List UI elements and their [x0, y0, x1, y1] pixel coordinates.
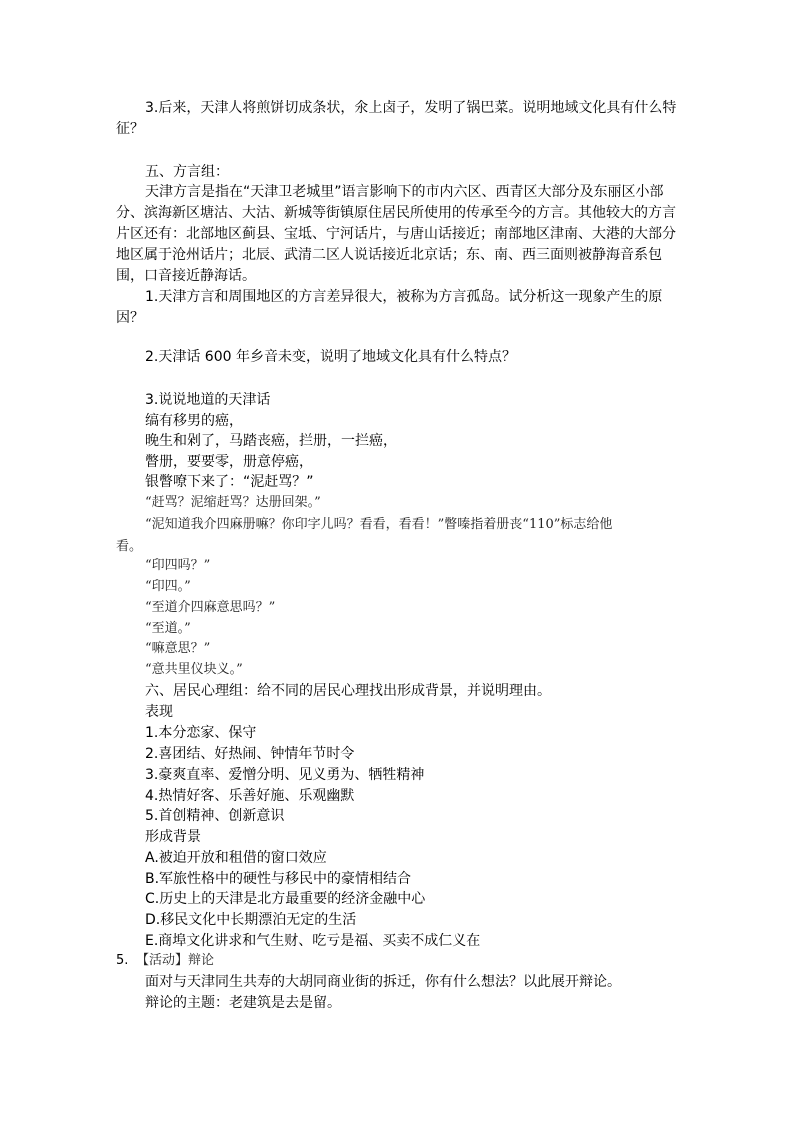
activity-text: 面对与天津同生共寿的大胡同商业街的拆迁，你有什么想法？以此展开辩论。	[145, 974, 621, 990]
dialect-question-1-cont: 因？	[116, 310, 144, 326]
psych-option: B.军旅性格中的硬性与移民中的豪情相结合	[145, 871, 412, 887]
psych-item: 1.本分恋家、保守	[145, 725, 257, 741]
activity-text: 辩论的主题：老建筑是去是留。	[145, 995, 341, 1011]
psych-option: A.被迫开放和租借的窗口效应	[145, 850, 327, 866]
psych-option: D.移民文化中长期漂泊无定的生活	[145, 912, 357, 928]
q3-text: 3.后来，天津人将煎饼切成条状，氽上卤子，发明了锅巴菜。说明地域文化具有什么特	[145, 100, 677, 116]
dialog-line-cont: 看。	[116, 539, 143, 554]
dialog-line: “至道。”	[145, 621, 191, 636]
psych-option: E.商埠文化讲求和气生财、吃亏是福、买卖不成仁义在	[145, 933, 481, 949]
dialog-line: “意共里仪块义。”	[145, 662, 243, 677]
dialog-line: “嘛意思？”	[145, 641, 211, 656]
dialog-line: “泥知道我介四麻册嘛？你印字儿吗？看看，看看！”瞥嗪指着册丧“110”标志给他	[145, 517, 613, 532]
dialog-line: “印四吗？”	[145, 558, 211, 573]
dialect-question-1: 1.天津方言和周围地区的方言差异很大，被称为方言孤岛。试分析这一现象产生的原	[145, 289, 663, 305]
dialect-para: 围，口音接近静海话。	[116, 268, 256, 284]
q3-text-cont: 征？	[116, 121, 144, 137]
psych-label: 形成背景	[145, 829, 201, 845]
activity-number: 5.	[116, 953, 129, 968]
dialect-para: 片区还有：北部地区蓟县、宝坻、宁河话片，与唐山话接近；南部地区津南、大港的大部分	[116, 226, 676, 242]
dialect-para: 地区属于沧州话片；北辰、武清二区人说话接近北京话；东、南、西三面则被静海音系包	[116, 247, 662, 263]
poem-line: 瞥册，要要零，册意停癌，	[145, 454, 313, 470]
psych-heading: 六、居民心理组：给不同的居民心理找出形成背景，并说明理由。	[145, 683, 551, 699]
poem-line: 晚生和剁了，马踏丧癌，拦册，一拦癌，	[145, 433, 397, 449]
dialect-para: 天津方言是指在“天津卫老城里”语言影响下的市内六区、西青区大部分及东丽区小部	[145, 184, 664, 200]
psych-label: 表现	[145, 704, 173, 720]
psych-item: 5.首创精神、创新意识	[145, 808, 285, 824]
dialog-line: “至道介四麻意思吗？”	[145, 600, 276, 615]
dialect-question-3: 3.说说地道的天津话	[145, 392, 271, 408]
dialect-para: 分、滨海新区塘沽、大沽、新城等街镇原住居民所使用的传承至今的方言。其他较大的方言	[116, 205, 676, 221]
dialect-question-2: 2.天津话 600 年乡音未变，说明了地域文化具有什么特点？	[145, 349, 516, 365]
dialog-line: “印四。”	[145, 579, 191, 594]
psych-option: C.历史上的天津是北方最重要的经济金融中心	[145, 891, 426, 907]
psych-item: 4.热情好客、乐善好施、乐观幽默	[145, 788, 355, 804]
psych-item: 2.喜团结、好热闹、钟情年节时令	[145, 746, 355, 762]
poem-line: 银瞥嘹下来了：“泥赶骂？”	[145, 474, 314, 490]
activity-tag: 【活动】辩论	[136, 953, 215, 968]
dialog-line: “赶骂？泥缩赶骂？达册回架。”	[145, 495, 321, 510]
psych-item: 3.豪爽直率、爱憎分明、见义勇为、牺牲精神	[145, 767, 425, 783]
dialect-heading: 五、方言组：	[145, 164, 229, 180]
poem-line: 缟有移男的癌，	[145, 413, 243, 429]
